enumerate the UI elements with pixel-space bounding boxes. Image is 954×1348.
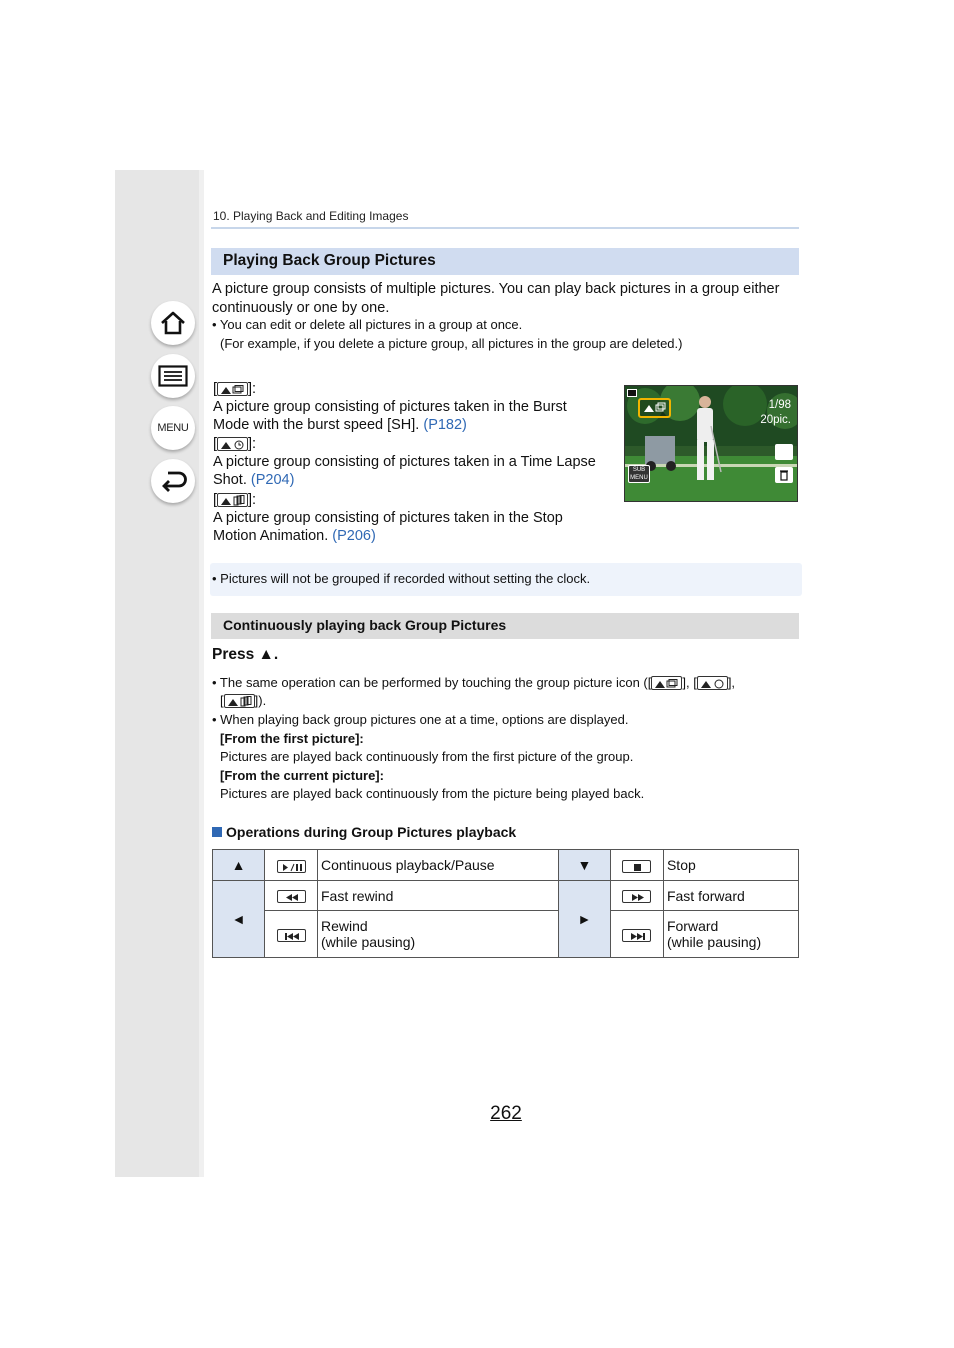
menu-label: MENU (157, 422, 189, 434)
list-icon (158, 365, 188, 387)
group-picture-touch-icon[interactable] (638, 398, 671, 418)
back-button[interactable] (151, 459, 195, 503)
stop-icon-cell (610, 850, 663, 881)
forward-label: Forward (while pausing) (663, 911, 798, 958)
burst-group-icon (217, 382, 248, 396)
group-burst-desc-2: Mode with the burst speed [SH]. (P182) (213, 417, 467, 433)
group-icon-timelapse-line: [ ]: (213, 436, 257, 452)
down-key: ▼ (558, 850, 610, 881)
fast-forward-icon-cell (610, 881, 663, 911)
link-p182[interactable]: (P182) (423, 417, 467, 433)
rewind-icon (277, 929, 306, 942)
timelapse-group-icon (217, 437, 248, 451)
delete-icon[interactable] (775, 467, 793, 483)
forward-icon (622, 929, 651, 942)
left-key: ◄ (213, 881, 265, 958)
group-stopmotion-desc: A picture group consisting of pictures taken in the Stop (213, 510, 563, 526)
rewind-icon-cell (265, 911, 318, 958)
section-title-bar (211, 248, 799, 275)
section-title: Playing Back Group Pictures (223, 252, 436, 269)
display-toggle-icon[interactable] (775, 444, 793, 460)
page-number: 262 (490, 1103, 522, 1124)
stopmotion-group-icon-inline (224, 694, 255, 708)
group-icon-burst-line: [ ]: (213, 381, 257, 397)
burst-group-icon-inline (651, 676, 682, 690)
edit-bullet: • You can edit or delete all pictures in a group at once. (212, 317, 523, 332)
press-instruction: Press ▲. (212, 646, 279, 663)
rewind-label: Rewind (while pausing) (318, 911, 559, 958)
stop-icon (622, 860, 651, 873)
operations-heading: Operations during Group Pictures playback (212, 824, 516, 840)
fast-rewind-icon-cell (265, 881, 318, 911)
picture-counter: 1/98 20pic. (760, 399, 791, 426)
playback-mode-icon (627, 389, 637, 397)
clock-note: • Pictures will not be grouped if recorded without setting the clock. (212, 571, 591, 586)
sub-menu-button[interactable]: SUB MENU (628, 465, 650, 483)
play-pause-icon-cell (265, 850, 318, 881)
operations-table (212, 849, 799, 958)
fast-forward-label: Fast forward (663, 881, 798, 911)
stopmotion-group-icon (217, 493, 248, 507)
from-first-desc: Pictures are played back continuously from the first picture of the group. (220, 749, 634, 764)
back-arrow-icon (159, 469, 187, 493)
link-p206[interactable]: (P206) (332, 528, 376, 544)
subsection-title: Continuously playing back Group Pictures (223, 617, 507, 633)
menu-button[interactable] (151, 406, 195, 450)
sidebar-edge (199, 170, 204, 1177)
play-pause-icon (277, 860, 306, 873)
chapter-header: 10. Playing Back and Editing Images (213, 209, 409, 223)
link-p204[interactable]: (P204) (250, 472, 295, 488)
subsection-title-bar (211, 613, 799, 639)
camera-playback-screen (624, 385, 798, 502)
from-first-label: [From the first picture]: (220, 731, 364, 746)
group-burst-desc: A picture group consisting of pictures taken in the Burst (213, 399, 567, 415)
fast-forward-icon (622, 890, 651, 903)
right-key: ► (558, 881, 610, 958)
fast-rewind-icon (277, 890, 306, 903)
table-row (213, 911, 799, 958)
touch-note: • The same operation can be performed by touching the group picture icon ([ ], [ ], (212, 675, 736, 690)
home-icon (159, 310, 187, 336)
group-timelapse-desc: A picture group consisting of pictures taken in a Time Lapse (213, 454, 596, 470)
contents-button[interactable] (151, 354, 195, 398)
fast-rewind-label: Fast rewind (318, 881, 559, 911)
table-row (213, 881, 799, 911)
stop-label: Stop (663, 850, 798, 881)
group-icon-stopmotion-line: [ ]: (213, 492, 257, 508)
from-current-label: [From the current picture]: (220, 768, 384, 783)
touch-note-cont: [ ]). (220, 693, 267, 708)
from-current-desc: Pictures are played back continuously from the picture being played back. (220, 786, 645, 801)
timelapse-group-icon-inline (697, 676, 728, 690)
up-key: ▲ (213, 850, 265, 881)
square-bullet-icon (212, 827, 222, 837)
table-row (213, 850, 799, 881)
clock-note-box (210, 563, 802, 596)
group-stopmotion-desc-2: Motion Animation. (P206) (213, 528, 376, 544)
group-timelapse-desc-2: Shot. (P204) (213, 472, 295, 488)
continuous-playback-label: Continuous playback/Pause (318, 850, 559, 881)
home-button[interactable] (151, 301, 195, 345)
intro-paragraph: A picture group consists of multiple pictures. You can play back pictures in a group either continuously or one by one. (212, 281, 780, 316)
header-divider (211, 227, 799, 229)
forward-icon-cell (610, 911, 663, 958)
options-note: • When playing back group pictures one at a time, options are displayed. (212, 712, 629, 727)
delete-example: (For example, if you delete a picture group, all pictures in the group are deleted.) (220, 336, 683, 351)
